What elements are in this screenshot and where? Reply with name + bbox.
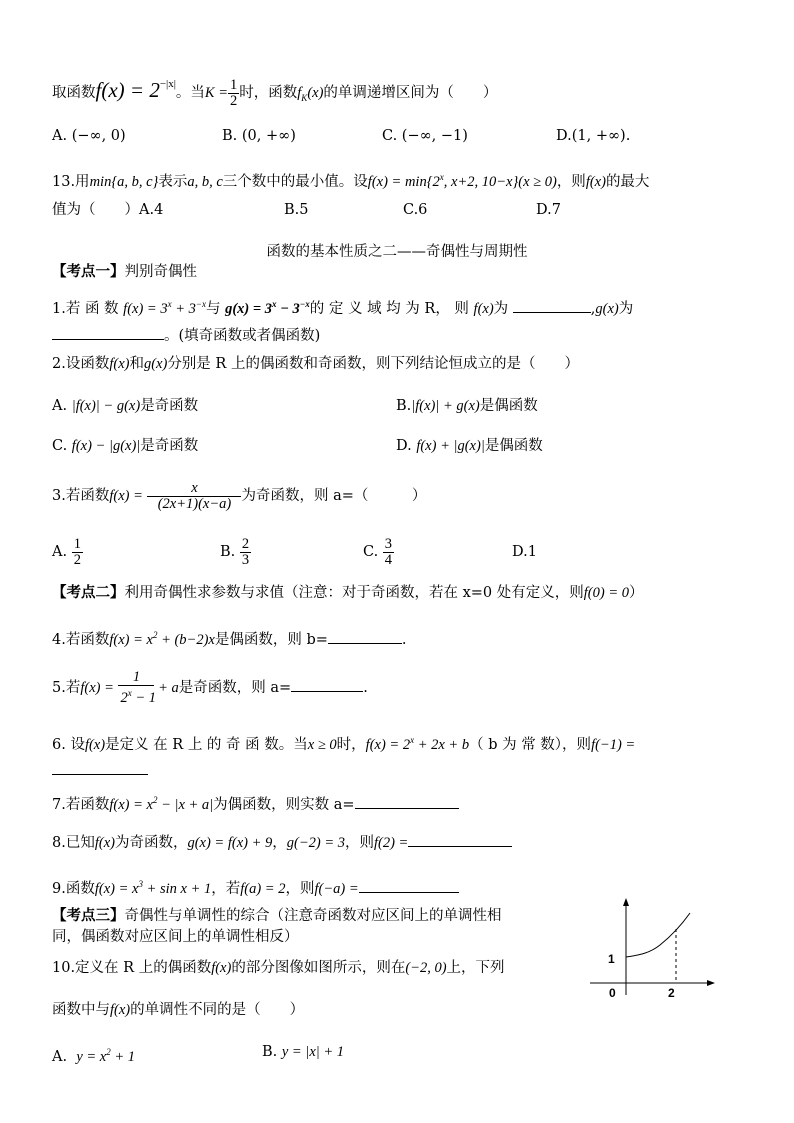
q3-stem: 3.若函数f(x) = $\frac{x}{(2x+1)(x-a)}$ 为奇函数，则 a=（ ） xyxy=(52,479,427,512)
intro-line: 取函数$f(x) = 2^{-|x|}$。当K = $\frac{1}{2}$ 时，函数$f_K(x)$的单调递增区间为（ ） xyxy=(52,76,498,109)
top-option-d[interactable]: D.(1, +∞). xyxy=(556,128,631,144)
q13-option-d[interactable]: D.7 xyxy=(536,202,561,218)
origin-label: 0 xyxy=(609,986,616,1000)
intro-fx: $f(x) = 2^{-|x|}$ xyxy=(95,78,176,102)
q2-option-b[interactable]: B.|f(x)| + g(x)是偶函数 xyxy=(396,398,538,414)
q2-option-a[interactable]: A. |f(x)| − g(x)是奇函数 xyxy=(52,398,199,414)
q13-option-a[interactable]: 值为（ ）A.4 xyxy=(52,202,164,218)
q10-line2: 函数中与f(x)的单调性不同的是（ ） xyxy=(52,1002,305,1018)
q1-answer-blank-2[interactable] xyxy=(52,325,164,340)
q6-line2 xyxy=(52,760,148,781)
q13-fx: $f(x) = \min\{2^x$, x+2, 10−x}(x ≥ 0) xyxy=(367,172,557,190)
q7-stem: 7.若函数$f(x) = x^2 - |x + a|$为偶函数，则实数 a= xyxy=(52,790,459,815)
q10-line1: 10.定义在 R 上的偶函数f(x)的部分图像如图所示，则在(−2, 0)上，下列 xyxy=(52,960,505,976)
x-axis-arrow xyxy=(707,980,715,986)
q4-answer-blank[interactable] xyxy=(328,629,402,644)
top-option-b[interactable]: B. (0, +∞) xyxy=(222,128,296,144)
q3-fraction: $\frac{x}{(2x+1)(x-a)}$ xyxy=(147,481,241,512)
q10-option-a[interactable]: A. $y = x^2 + 1$ xyxy=(52,1047,136,1065)
intro-k: K = xyxy=(204,85,229,101)
intro-fk: $f_K(x)$ xyxy=(297,85,324,103)
intro-text-2: 。当 xyxy=(175,85,205,101)
q4-stem: 4.若函数$f(x) = x^2 + (b-2)x$是偶函数，则 b= . xyxy=(52,630,407,648)
y-axis-arrow xyxy=(623,898,629,906)
q3-option-b[interactable]: B. $\frac{2}{3}$ xyxy=(220,535,250,568)
q3-option-c[interactable]: C. $\frac{3}{4}$ xyxy=(363,535,393,568)
q13-line2 xyxy=(52,200,163,220)
kp2-heading: 【考点二】利用奇偶性求参数与求值（注意：对于奇函数，若在 x=0 处有定义，则f(0) = 0） xyxy=(52,584,644,601)
q1-answer-blank-1[interactable] xyxy=(513,298,591,313)
q5-fraction: $\frac{1}{2^x - 1}$ xyxy=(120,669,157,706)
y-label-1: 1 xyxy=(608,952,615,966)
q5-stem: 5.若f(x) = $\frac{1}{2^x - 1}$ + a是奇函数，则 a= . xyxy=(52,669,368,706)
intro-text-1: 取函数 xyxy=(52,85,96,101)
q13-line1: 13.用min{a, b, c}表示a, b, c三个数中的最小值。设$f(x) = \min\{2^x$, x+2, 10−x}(x ≥ 0)，则f(x)的最大 xyxy=(52,172,650,190)
top-option-a[interactable]: A. (−∞, 0) xyxy=(52,128,126,144)
q13-option-b[interactable]: B.5 xyxy=(284,202,309,218)
section-title: 函数的基本性质之二——奇偶性与周期性 xyxy=(266,244,528,260)
q3-option-d[interactable]: D.1 xyxy=(512,544,537,560)
top-option-c[interactable]: C. (−∞, −1) xyxy=(382,128,468,144)
q5-answer-blank[interactable] xyxy=(291,677,363,692)
function-curve xyxy=(626,913,690,957)
q2-option-d[interactable]: D. f(x) + |g(x)|是偶函数 xyxy=(396,438,543,454)
q1-line1: 1.若 函 数 $f(x) = 3^x + 3^{-x}$与 $g(x) = 3^x - 3^{-x}$的 定 义 域 均 为 R， 则 f(x)为 ,g(x)为 xyxy=(52,299,634,317)
q9-stem: 9.函数$f(x) = x^3 + \sin x + 1$，若f(a) = 2，则f(−a) = xyxy=(52,874,459,899)
x-label-2: 2 xyxy=(668,986,675,1000)
kp3-heading-line1: 【考点三】奇偶性与单调性的综合（注意奇函数对应区间上的单调性相 xyxy=(52,907,502,924)
q10-function-graph xyxy=(580,895,720,1005)
q3-option-a[interactable]: A. $\frac{1}{2}$ xyxy=(52,535,81,568)
kp3-heading-line2: 同，偶函数对应区间上的单调性相反） xyxy=(52,929,299,945)
q8-stem: 8.已知f(x)为奇函数，g(x) = f(x) + 9，g(−2) = 3，则f(2) = xyxy=(52,832,512,853)
q2-stem: 2.设函数f(x)和g(x)分别是 R 上的偶函数和奇函数，则下列结论恒成立的是（ ） xyxy=(52,356,579,372)
q6-line1: 6. 设f(x)是定义 在 R 上 的 奇 函 数。当x ≥ 0时，$f(x) = 2^x + 2x + b$（ b 为 常 数），则f(−1) = xyxy=(52,735,636,753)
q1-line2: 。(填奇函数或者偶函数) xyxy=(52,325,320,346)
q8-answer-blank[interactable] xyxy=(408,832,512,847)
q2-option-c[interactable]: C. f(x) − |g(x)|是奇函数 xyxy=(52,438,199,454)
q13-option-c[interactable]: C.6 xyxy=(403,202,428,218)
q10-option-b[interactable]: B. y = |x| + 1 xyxy=(262,1044,345,1060)
intro-k-frac: $\frac{1}{2}$ xyxy=(230,76,238,109)
kp1-heading: 【考点一】判别奇偶性 xyxy=(52,263,197,280)
q6-answer-blank[interactable] xyxy=(52,760,148,775)
q9-answer-blank[interactable] xyxy=(359,878,459,893)
q7-answer-blank[interactable] xyxy=(355,794,459,809)
